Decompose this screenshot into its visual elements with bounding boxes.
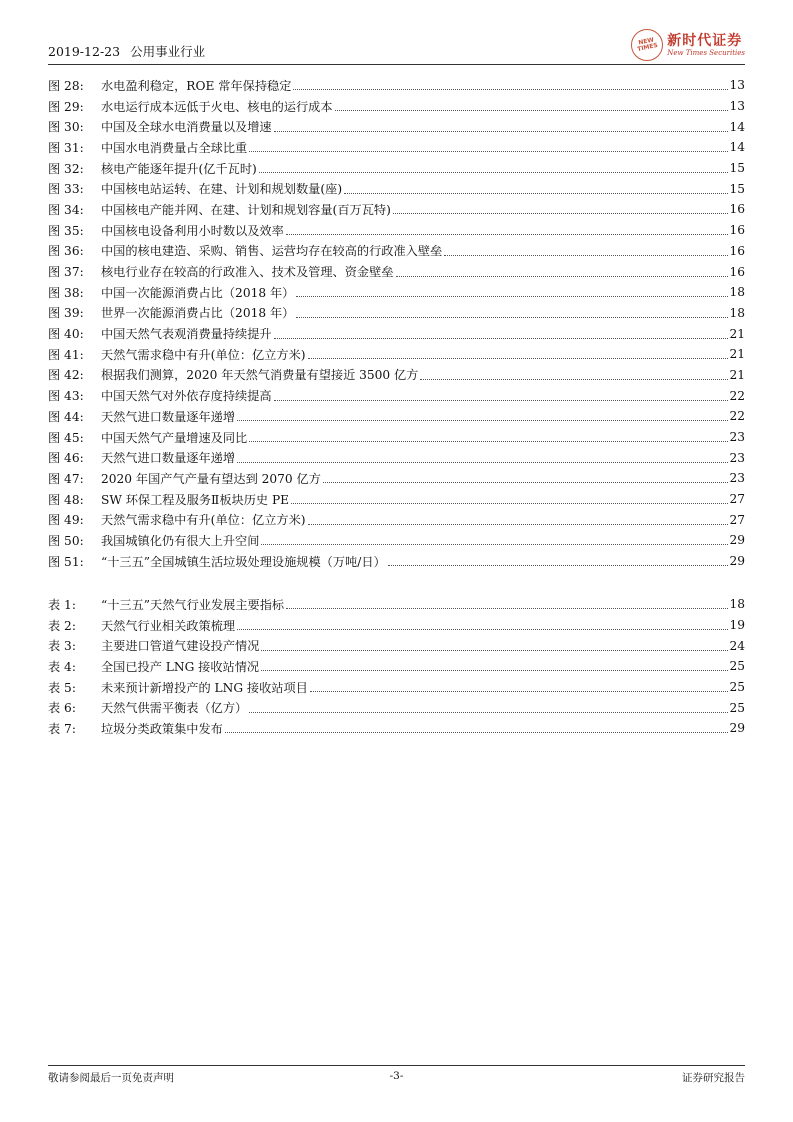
entry-title: “十三五”天然气行业发展主要指标 [101, 597, 285, 612]
figure-index-row[interactable] [48, 344, 745, 365]
entry-title: 中国的核电建造、采购、销售、运营均存在较高的行政准入壁垒 [101, 244, 443, 259]
dot-leader [286, 599, 728, 609]
entry-number: 表 6: [48, 701, 76, 716]
entry-title: 中国核电产能并网、在建、计划和规划容量(百万瓦特) [101, 202, 391, 217]
logo-mark-text: NEW TIMES [636, 36, 659, 54]
table-index-row[interactable] [48, 656, 745, 677]
header-info [48, 42, 205, 60]
entry-page-number: 23 [729, 450, 745, 465]
figure-index-row[interactable] [48, 303, 745, 324]
entry-page-number: 21 [729, 347, 745, 362]
dot-leader [291, 494, 728, 504]
dot-leader [274, 391, 729, 401]
entry-page-number: 14 [729, 140, 745, 155]
dot-leader [396, 267, 729, 277]
figure-index-row[interactable] [48, 241, 745, 262]
entry-page-number: 23 [729, 471, 745, 486]
entry-page-number: 27 [729, 512, 745, 527]
figure-index-row[interactable] [48, 468, 745, 489]
entry-page-number: 15 [729, 181, 745, 196]
disclaimer-note: 敬请参阅最后一页免责声明 [48, 1072, 174, 1084]
dot-leader [237, 411, 728, 421]
entry-page-number: 25 [729, 700, 745, 715]
dot-leader [393, 204, 729, 214]
entry-page-number: 22 [729, 409, 745, 424]
entry-title: 中国天然气对外依存度持续提高 [101, 389, 272, 404]
table-index-row[interactable] [48, 594, 745, 615]
entry-title: 中国一次能源消费占比（2018 年） [101, 285, 295, 300]
company-logo [631, 28, 745, 62]
entry-number: 图 48: [48, 492, 84, 507]
entry-page-number: 16 [729, 202, 745, 217]
figure-index-row[interactable] [48, 137, 745, 158]
dot-leader [225, 723, 729, 733]
figure-index-row[interactable] [48, 96, 745, 117]
dot-leader [420, 370, 728, 380]
entry-title: 中国核电站运转、在建、计划和规划数量(座) [101, 182, 343, 197]
dot-leader [261, 535, 728, 545]
entry-title: 主要进口管道气建设投产情况 [101, 639, 260, 654]
entry-page-number: 14 [729, 119, 745, 134]
entry-number: 表 3: [48, 639, 76, 654]
entry-title: 核电行业存在较高的行政准入、技术及管理、资金壁垒 [101, 265, 394, 280]
dot-leader [388, 556, 729, 566]
page-number: -3- [389, 1070, 404, 1082]
figure-index-row[interactable] [48, 385, 745, 406]
dot-leader [274, 122, 729, 132]
entry-page-number: 18 [729, 285, 745, 300]
entry-number: 图 36: [48, 244, 84, 259]
dot-leader [344, 184, 728, 194]
entry-number: 图 42: [48, 368, 84, 383]
dot-leader [308, 349, 729, 359]
table-index-row[interactable] [48, 677, 745, 698]
entry-page-number: 18 [729, 305, 745, 320]
figure-index-row[interactable] [48, 365, 745, 386]
dot-leader [296, 308, 728, 318]
entry-title: 天然气进口数量逐年递增 [101, 451, 236, 466]
entry-page-number: 16 [729, 243, 745, 258]
entry-number: 图 51: [48, 554, 84, 569]
entry-number: 图 38: [48, 285, 84, 300]
report-type: 证券研究报告 [682, 1072, 745, 1084]
figure-index-row[interactable] [48, 75, 745, 96]
logo-mark-icon [631, 29, 663, 61]
table-index-row[interactable] [48, 635, 745, 656]
entry-number: 表 7: [48, 721, 76, 736]
figure-index-row[interactable] [48, 220, 745, 241]
entry-number: 图 47: [48, 471, 84, 486]
dot-leader [259, 163, 729, 173]
dot-leader [308, 515, 729, 525]
entry-number: 图 37: [48, 265, 84, 280]
entry-number: 图 34: [48, 202, 84, 217]
dot-leader [261, 641, 728, 651]
entry-number: 图 32: [48, 161, 84, 176]
figure-index [48, 75, 745, 572]
entry-page-number: 21 [729, 326, 745, 341]
entry-title: 世界一次能源消费占比（2018 年） [101, 306, 295, 321]
dot-leader [249, 703, 728, 713]
entry-number: 图 50: [48, 533, 84, 548]
figure-index-row[interactable] [48, 530, 745, 551]
entry-number: 表 4: [48, 659, 76, 674]
entry-number: 图 39: [48, 306, 84, 321]
entry-page-number: 16 [729, 223, 745, 238]
entry-page-number: 18 [729, 597, 745, 612]
dot-leader [335, 101, 729, 111]
entry-title: 我国城镇化仍有很大上升空间 [101, 533, 260, 548]
logo-company-name: 新时代证券 [667, 32, 743, 49]
entry-title: 天然气需求稳中有升(单位：亿立方米) [101, 513, 306, 528]
entry-number: 图 45: [48, 430, 84, 445]
header-divider [48, 64, 745, 65]
entry-title: “十三五”全国城镇生活垃圾处理设施规模（万吨/日） [101, 554, 386, 569]
entry-page-number: 24 [729, 638, 745, 653]
dot-leader [249, 432, 728, 442]
table-index-row[interactable] [48, 615, 745, 636]
entry-page-number: 29 [729, 554, 745, 569]
entry-title: 水电盈利稳定，ROE 常年保持稳定 [101, 78, 292, 93]
figure-index-row[interactable] [48, 447, 745, 468]
entry-number: 图 43: [48, 389, 84, 404]
logo-text [667, 33, 745, 58]
figure-index-row[interactable] [48, 406, 745, 427]
entry-number: 表 1: [48, 597, 76, 612]
entry-title: 天然气供需平衡表（亿方） [101, 701, 248, 716]
table-index-row[interactable] [48, 718, 745, 739]
industry-label: 公用事业行业 [130, 44, 206, 59]
figure-index-row[interactable] [48, 158, 745, 179]
entry-title: 中国水电消费量占全球比重 [101, 140, 248, 155]
dot-leader [274, 329, 729, 339]
entry-title: 根据我们测算，2020 年天然气消费量有望接近 3500 亿方 [101, 368, 419, 383]
entry-number: 图 31: [48, 140, 84, 155]
entry-number: 图 46: [48, 451, 84, 466]
figure-index-row[interactable] [48, 261, 745, 282]
entry-title: SW 环保工程及服务Ⅱ板块历史 PE [101, 492, 290, 507]
figure-index-row[interactable] [48, 178, 745, 199]
entry-page-number: 22 [729, 388, 745, 403]
entry-number: 图 29: [48, 99, 84, 114]
figure-index-row[interactable] [48, 427, 745, 448]
entry-number: 图 28: [48, 78, 84, 93]
entry-page-number: 21 [729, 367, 745, 382]
entry-title: 中国及全球水电消费量以及增速 [101, 120, 272, 135]
dot-leader [310, 682, 729, 692]
entry-title: 未来预计新增投产的 LNG 接收站项目 [101, 680, 308, 695]
entry-page-number: 13 [729, 99, 745, 114]
figure-index-row[interactable] [48, 323, 745, 344]
entry-number: 图 35: [48, 223, 84, 238]
dot-leader [296, 287, 728, 297]
page-footer [48, 1070, 745, 1086]
entry-page-number: 25 [729, 659, 745, 674]
dot-leader [237, 620, 728, 630]
entry-number: 图 44: [48, 409, 84, 424]
figure-index-row[interactable] [48, 509, 745, 530]
entry-number: 表 5: [48, 680, 76, 695]
footer-divider [48, 1065, 745, 1066]
report-date: 2019-12-23 [48, 44, 121, 59]
entry-title: 天然气需求稳中有升(单位：亿立方米) [101, 347, 306, 362]
entry-number: 图 40: [48, 327, 84, 342]
entry-title: 垃圾分类政策集中发布 [101, 721, 223, 736]
entry-page-number: 15 [729, 161, 745, 176]
logo-company-english: New Times Securities [667, 48, 745, 57]
dot-leader [249, 142, 728, 152]
entry-number: 图 30: [48, 120, 84, 135]
entry-page-number: 27 [729, 492, 745, 507]
entry-title: 2020 年国产气产量有望达到 2070 亿方 [101, 471, 321, 486]
dot-leader [293, 80, 728, 90]
table-index [48, 594, 745, 739]
entry-title: 中国天然气产量增速及同比 [101, 430, 248, 445]
table-index-row[interactable] [48, 697, 745, 718]
figure-index-row[interactable] [48, 116, 745, 137]
entry-number: 表 2: [48, 618, 76, 633]
entry-page-number: 16 [729, 264, 745, 279]
figure-index-row[interactable] [48, 489, 745, 510]
entry-page-number: 19 [729, 618, 745, 633]
figure-index-row[interactable] [48, 282, 745, 303]
dot-leader [261, 661, 728, 671]
figure-index-row[interactable] [48, 551, 745, 572]
entry-title: 全国已投产 LNG 接收站情况 [101, 659, 260, 674]
dot-leader [323, 473, 729, 483]
figure-index-row[interactable] [48, 199, 745, 220]
entry-page-number: 13 [729, 78, 745, 93]
entry-title: 水电运行成本远低于火电、核电的运行成本 [101, 99, 333, 114]
entry-page-number: 23 [729, 430, 745, 445]
dot-leader [237, 453, 728, 463]
entry-number: 图 49: [48, 513, 84, 528]
dot-leader [444, 246, 728, 256]
entry-page-number: 29 [729, 533, 745, 548]
entry-title: 核电产能逐年提升(亿千瓦时) [101, 161, 257, 176]
entry-title: 中国天然气表观消费量持续提升 [101, 327, 272, 342]
entry-number: 图 41: [48, 347, 84, 362]
entry-title: 天然气进口数量逐年递增 [101, 409, 236, 424]
entry-number: 图 33: [48, 182, 84, 197]
entry-page-number: 29 [729, 721, 745, 736]
dot-leader [286, 225, 729, 235]
entry-page-number: 25 [729, 680, 745, 695]
entry-title: 天然气行业相关政策梳理 [101, 618, 236, 633]
entry-title: 中国核电设备利用小时数以及效率 [101, 223, 284, 238]
page-header [48, 28, 745, 64]
